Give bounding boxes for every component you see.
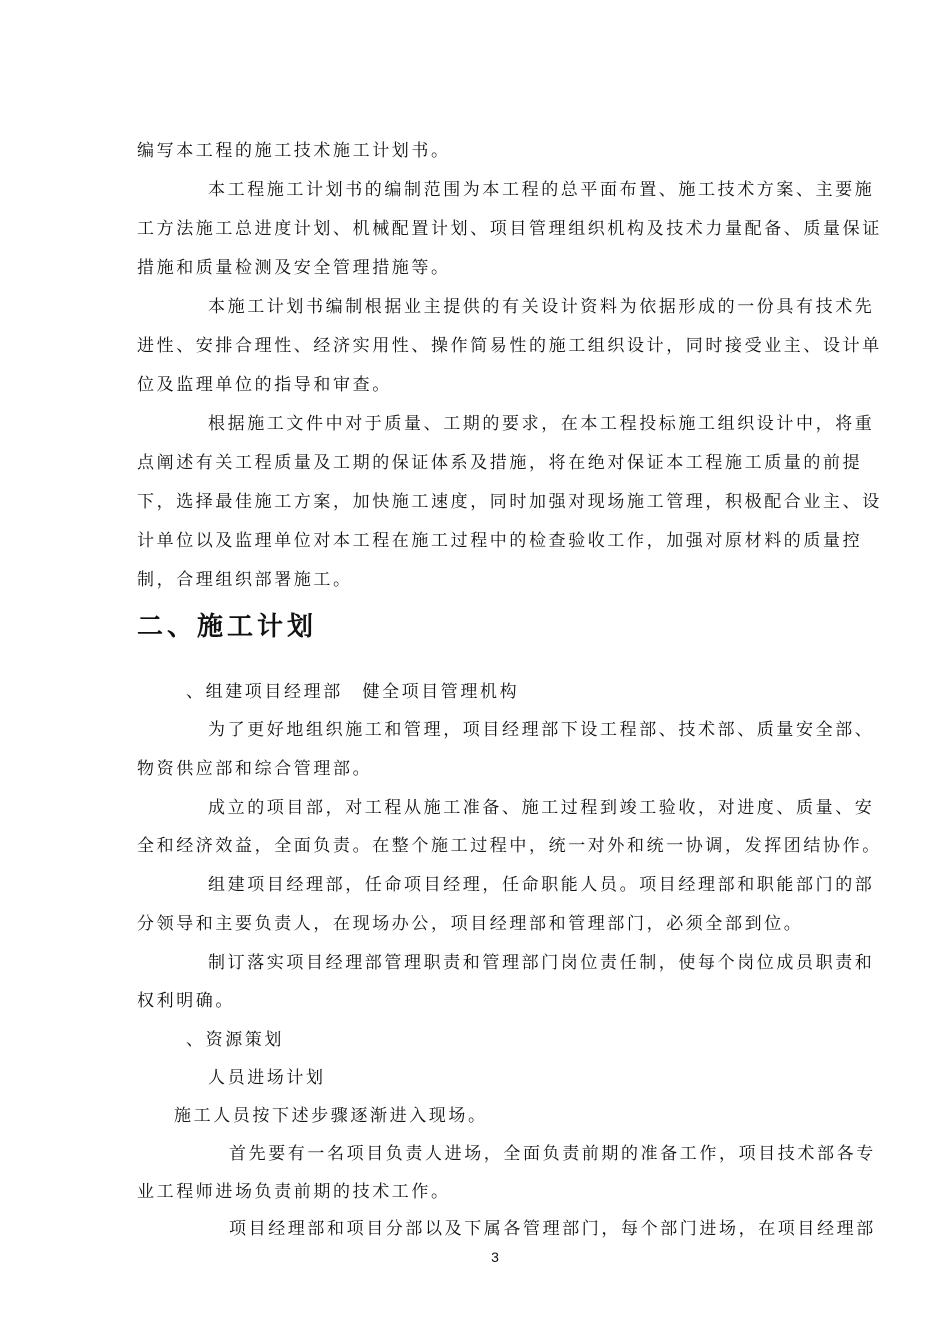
paragraph-line: 本施工计划书编制根据业主提供的有关设计资料为依据形成的一份具有技术先 — [208, 297, 875, 317]
paragraph-line: 业工程师进场负责前期的技术工作。 — [137, 1182, 451, 1202]
paragraph-line: 权利明确。 — [137, 991, 235, 1011]
paragraph-line: 项目经理部和项目分部以及下属各管理部门，每个部门进场，在项目经理部 — [229, 1219, 876, 1239]
page-number: 3 — [491, 1249, 499, 1265]
paragraph-line: 全和经济效益，全面负责。在整个施工过程中，统一对外和统一协调，发挥团结协作。 — [137, 836, 882, 856]
paragraph-line: 组建项目经理部，任命项目经理，任命职能人员。项目经理部和职能部门的部 — [208, 875, 875, 895]
paragraph-line: 措施和质量检测及安全管理措施等。 — [137, 258, 451, 278]
paragraph-line: 首先要有一名项目负责人进场，全面负责前期的准备工作，项目技术部各专 — [229, 1144, 876, 1164]
paragraph-line: 本工程施工计划书的编制范围为本工程的总平面布置、施工技术方案、主要施 — [208, 180, 875, 200]
paragraph-line: 位及监理单位的指导和审查。 — [137, 375, 392, 395]
sub-item-heading: 人员进场计划 — [208, 1068, 326, 1088]
paragraph-line: 进性、安排合理性、经济实用性、操作简易性的施工组织设计，同时接受业主、设计单 — [137, 336, 882, 356]
paragraph-line: 编写本工程的施工技术施工计划书。 — [137, 141, 451, 161]
subsection-heading: 、组建项目经理部 健全项目管理机构 — [186, 682, 520, 702]
paragraph-line: 分领导和主要负责人，在现场办公，项目经理部和管理部门，必须全部到位。 — [137, 914, 804, 934]
paragraph-line: 下，选择最佳施工方案，加快施工速度，同时加强对现场施工管理，积极配合业主、设 — [137, 492, 882, 512]
paragraph-line: 点阐述有关工程质量及工期的保证体系及措施，将在绝对保证本工程施工质量的前提 — [137, 453, 863, 473]
paragraph-line: 根据施工文件中对于质量、工期的要求，在本工程投标施工组织设计中，将重 — [208, 414, 875, 434]
paragraph-line: 成立的项目部，对工程从施工准备、施工过程到竣工验收，对进度、质量、安 — [208, 798, 875, 818]
paragraph-line: 计单位以及监理单位对本工程在施工过程中的检查验收工作，加强对原材料的质量控 — [137, 531, 863, 551]
section-heading: 二、施工计划 — [137, 612, 318, 643]
paragraph-line: 制订落实项目经理部管理职责和管理部门岗位责任制，使每个岗位成员职责和 — [208, 953, 875, 973]
paragraph-line: 工方法施工总进度计划、机械配置计划、项目管理组织机构及技术力量配备、质量保证 — [137, 219, 882, 239]
paragraph-line: 为了更好地组织施工和管理，项目经理部下设工程部、技术部、质量安全部、 — [208, 720, 875, 740]
paragraph-line: 施工人员按下述步骤逐渐进入现场。 — [174, 1106, 488, 1126]
paragraph-line: 物资供应部和综合管理部。 — [137, 759, 373, 779]
paragraph-line: 制，合理组织部署施工。 — [137, 570, 353, 590]
subsection-heading: 、资源策划 — [186, 1030, 284, 1050]
